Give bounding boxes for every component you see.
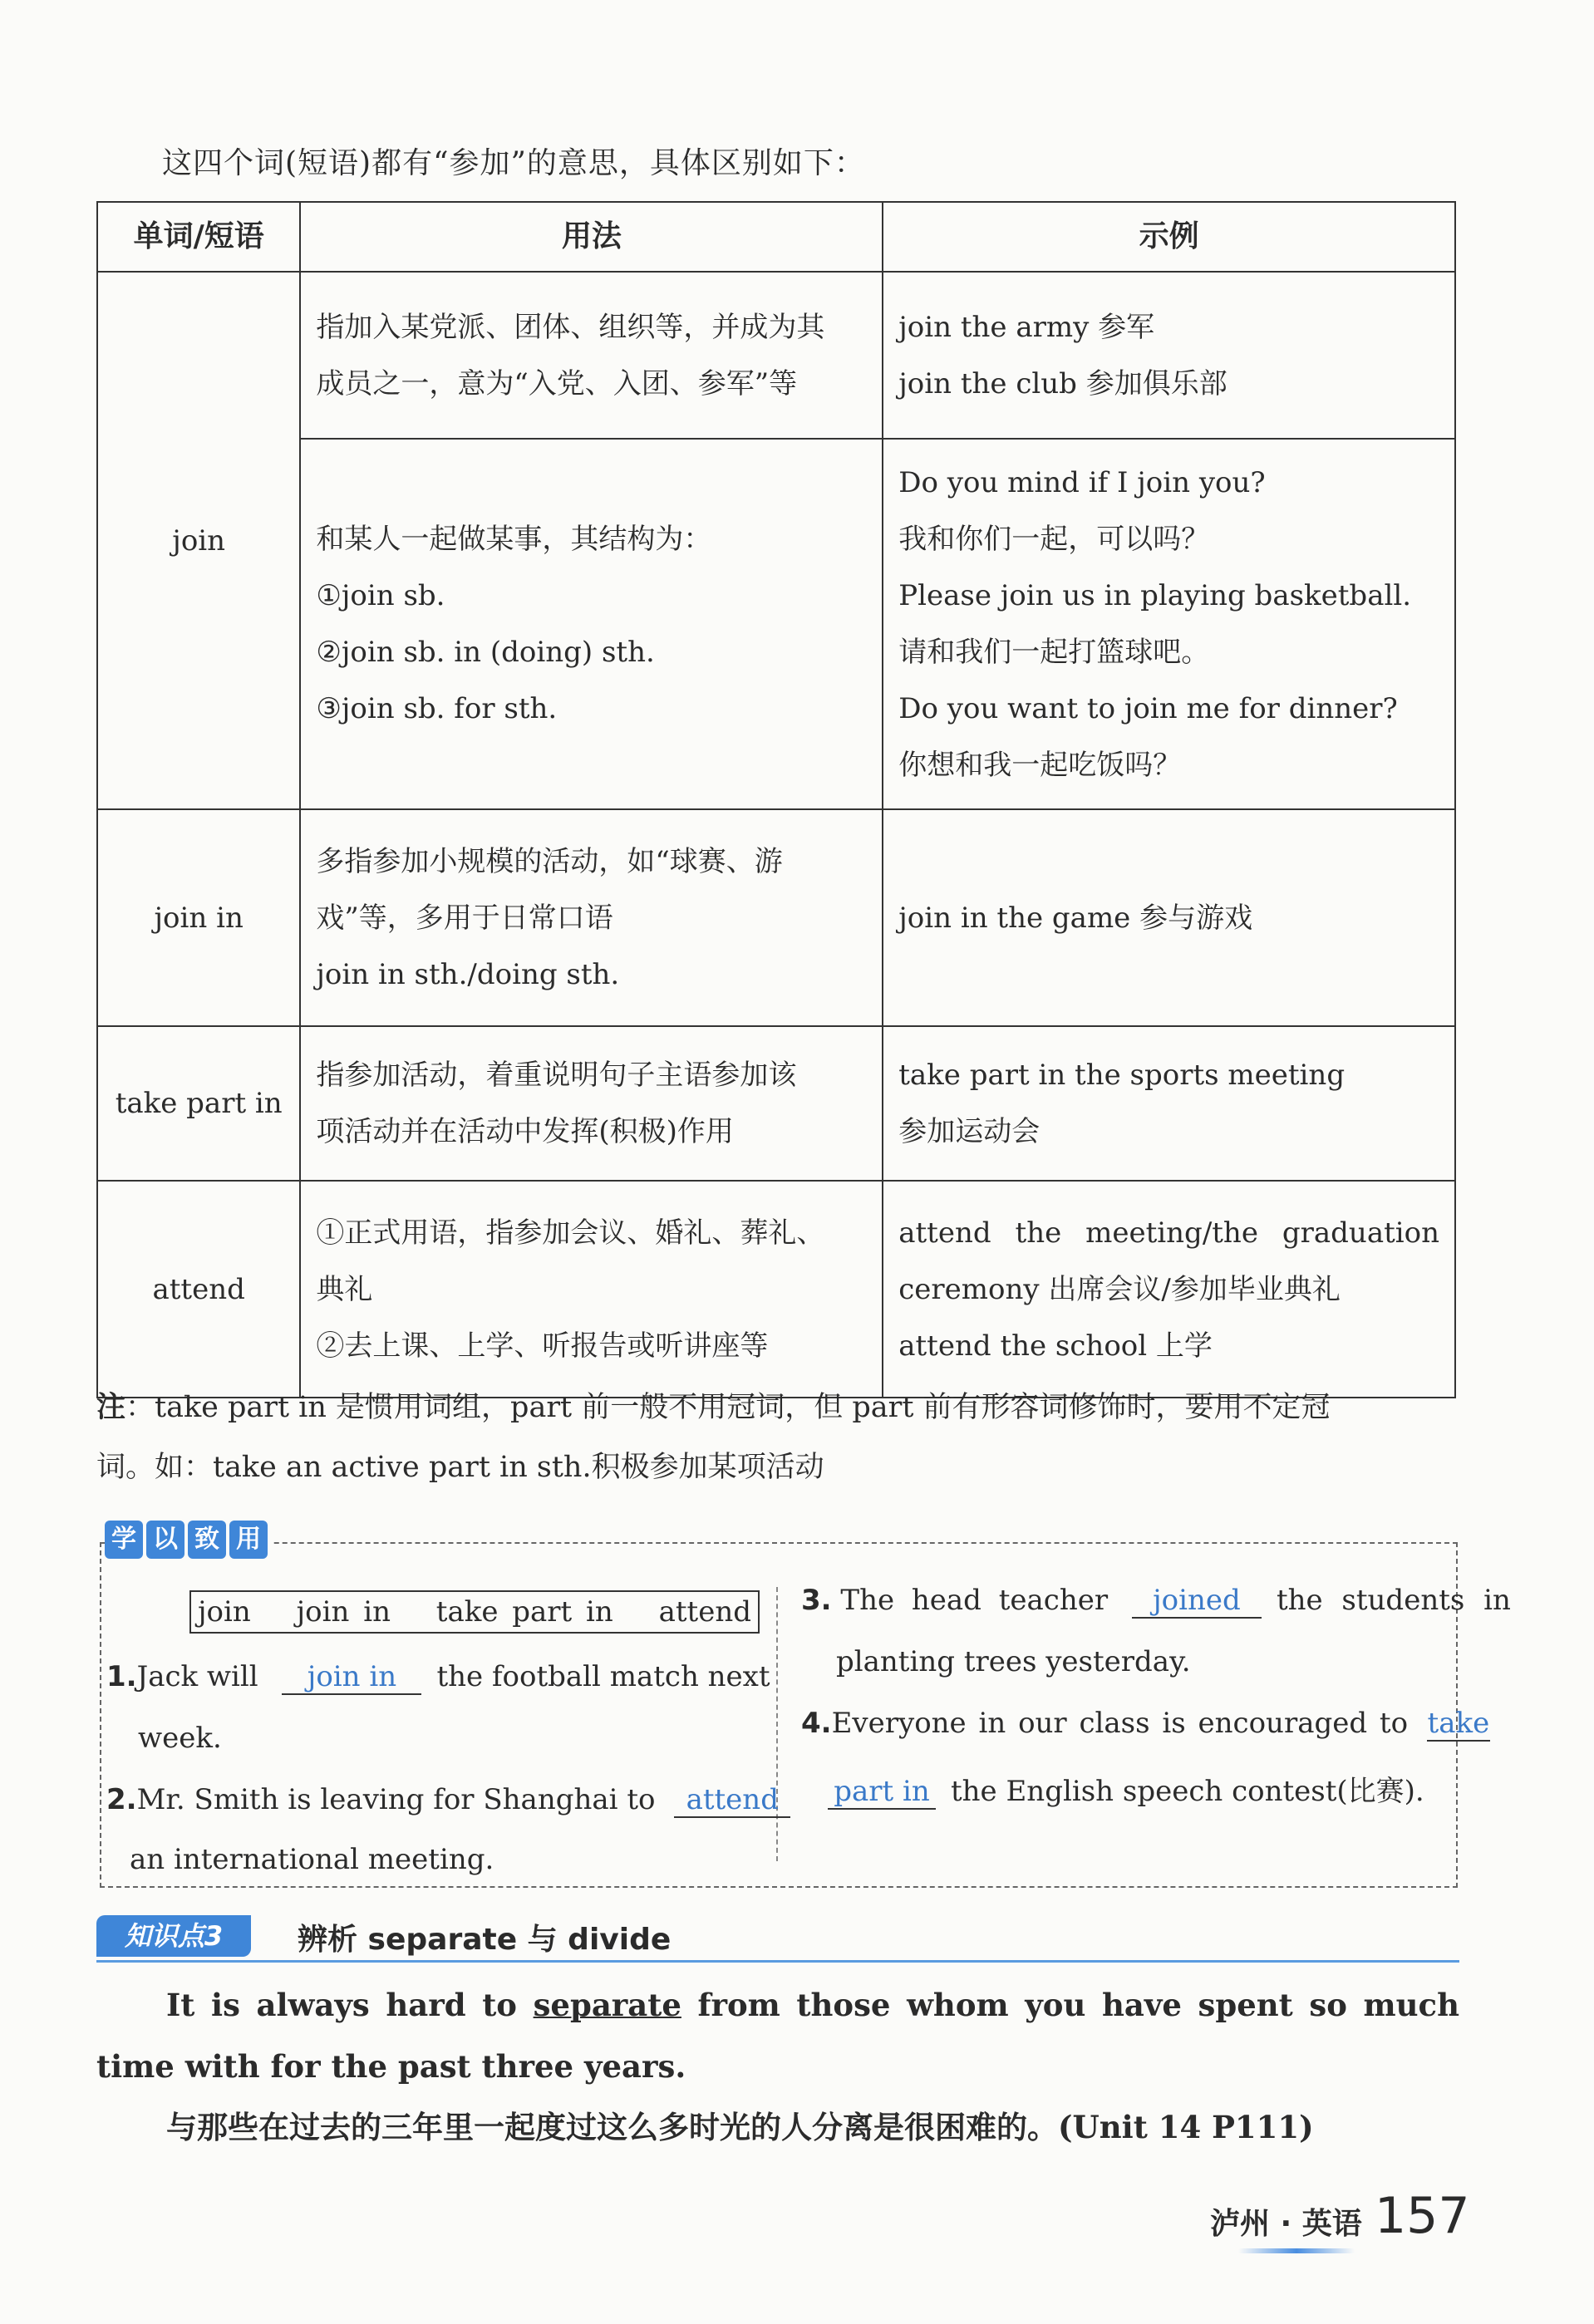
header-example: 示例 [883, 202, 1455, 272]
question-number: 2. [106, 1783, 137, 1816]
example-line: attend the school 上学 [898, 1329, 1213, 1363]
footer-decoration [1238, 2248, 1355, 2253]
example-cell [883, 809, 1455, 1026]
column-divider [776, 1587, 778, 1861]
answer-blank[interactable]: take [1427, 1707, 1490, 1740]
table-row [97, 809, 1455, 1026]
word-option: attend [658, 1595, 751, 1629]
example-line: 我和你们一起，可以吗？ [898, 523, 1210, 556]
question-text: The head teacher [840, 1584, 1109, 1617]
table-row [97, 439, 1455, 809]
question-2 [106, 1783, 790, 1818]
example-line: attend the meeting/the graduation [898, 1216, 1439, 1250]
usage-line: 指参加活动，着重说明句子主语参加该 [316, 1059, 797, 1092]
word-cell-attend: attend [97, 1181, 300, 1398]
table-row [97, 272, 1455, 439]
example-line: 你想和我一起吃饭吗？ [898, 749, 1182, 782]
question-1 [106, 1660, 770, 1695]
word-option: join [198, 1595, 251, 1629]
note-line-2: 词。如：take an active part in sth.积极参加某项活动 [96, 1451, 824, 1484]
example-cell [883, 1181, 1455, 1398]
question-text: the students in [1276, 1584, 1511, 1617]
source-ref: (Unit 14 P111) [1058, 2109, 1314, 2145]
usage-line: 戏”等，多用于日常口语 [316, 901, 613, 935]
usage-line: ①正式用语，指参加会议、婚礼、葬礼、 [316, 1216, 825, 1250]
translation-text: 与那些在过去的三年里一起度过这么多时光的人分离是很困难的。 [166, 2110, 1058, 2145]
question-3-cont: planting trees yesterday. [836, 1645, 1191, 1678]
question-4 [801, 1707, 1490, 1742]
example-line: ceremony 出席会议/参加毕业典礼 [898, 1272, 1341, 1306]
usage-line: 项活动并在活动中发挥(积极)作用 [316, 1115, 734, 1148]
usage-line: 指加入某党派、团体、组织等，并成为其 [316, 310, 825, 344]
title-underline [96, 1960, 1459, 1963]
word-option: take part in [435, 1595, 613, 1629]
footer-label: 泸州 · 英语 [1210, 2207, 1362, 2241]
knowledge-point-tag: 知识点3 [96, 1915, 251, 1957]
key-word: separate [533, 1987, 681, 2023]
word-cell-join: join [97, 272, 300, 809]
table-header-row [97, 202, 1455, 272]
table-row [97, 1026, 1455, 1181]
answer-blank[interactable]: join in [282, 1660, 421, 1695]
question-4-cont [828, 1768, 1424, 1810]
tag-char: 以 [146, 1521, 184, 1559]
usage-cell [300, 439, 883, 809]
example-line: 参加运动会 [898, 1115, 1041, 1148]
example-text: It is always hard to [166, 1987, 534, 2023]
usage-line: 多指参加小规模的活动，如“球赛、游 [316, 844, 783, 878]
example-text: from those whom you have spent so much time with for the past three years. [96, 1987, 1459, 2085]
usage-line: join in sth./doing sth. [316, 957, 620, 991]
example-sentence [96, 1974, 1459, 2097]
word-bank [189, 1590, 760, 1634]
question-text: Everyone in our class is encouraged to [831, 1707, 1409, 1740]
question-text: Jack will [136, 1660, 258, 1693]
question-number: 1. [106, 1660, 137, 1693]
usage-line: ②join sb. in (doing) sth. [316, 636, 655, 669]
question-number: 3. [801, 1584, 832, 1617]
question-text: Mr. Smith is leaving for Shanghai to [136, 1783, 656, 1816]
example-cell [883, 272, 1455, 439]
note-label: 注 [96, 1391, 126, 1424]
header-word: 单词/短语 [97, 202, 300, 272]
intro-text: 这四个词(短语)都有“参加”的意思，具体区别如下： [162, 146, 865, 180]
usage-line: ③join sb. for sth. [316, 692, 558, 725]
usage-line: ①join sb. [316, 579, 445, 612]
example-cell [883, 439, 1455, 809]
knowledge-point-title: 辨析 separate 与 divide [298, 1923, 672, 1957]
page-number: 157 [1375, 2187, 1470, 2245]
usage-table [96, 201, 1456, 1398]
tag-char: 用 [229, 1521, 268, 1559]
tag-char: 学 [105, 1521, 143, 1559]
question-1-cont: week. [138, 1722, 222, 1755]
usage-line: 和某人一起做某事，其结构为： [316, 523, 712, 556]
usage-cell [300, 809, 883, 1026]
question-text: the English speech contest(比赛). [951, 1775, 1424, 1808]
example-line: join in the game 参与游戏 [898, 901, 1253, 935]
question-text: the football match next [436, 1660, 770, 1693]
answer-blank[interactable]: attend [674, 1783, 790, 1818]
example-line: Please join us in playing basketball. [898, 579, 1412, 612]
question-2-cont: an international meeting. [130, 1843, 494, 1876]
question-number: 4. [801, 1707, 832, 1740]
practice-tag [105, 1521, 273, 1560]
usage-cell [300, 1181, 883, 1398]
note-text: ：take part in 是惯用词组，part 前一般不用冠词，但 part 前有形容词修饰时，要用不定冠 [125, 1391, 1331, 1424]
example-line: Do you mind if I join you? [898, 466, 1266, 499]
note-line-1 [96, 1378, 1459, 1437]
example-line: join the army 参军 [898, 310, 1155, 344]
usage-line: 成员之一，意为“入党、入团、参军”等 [316, 366, 798, 400]
example-line: 请和我们一起打篮球吧。 [898, 636, 1210, 669]
example-line: take part in the sports meeting [898, 1059, 1346, 1092]
answer-blank[interactable]: part in [828, 1775, 936, 1810]
usage-cell [300, 1026, 883, 1181]
table-row [97, 1181, 1455, 1398]
answer-blank[interactable]: joined [1132, 1584, 1262, 1619]
word-option: join in [296, 1595, 391, 1629]
usage-line: ②去上课、上学、听报告或听讲座等 [316, 1329, 769, 1363]
tag-char: 致 [188, 1521, 226, 1559]
usage-line: 典礼 [316, 1272, 373, 1306]
word-cell-take-part-in: take part in [97, 1026, 300, 1181]
example-cell [883, 1026, 1455, 1181]
example-line: join the club 参加俱乐部 [898, 366, 1227, 400]
word-cell-join-in: join in [97, 809, 300, 1026]
example-translation [166, 2102, 1314, 2147]
usage-cell [300, 272, 883, 439]
example-line: Do you want to join me for dinner? [898, 692, 1398, 725]
question-3 [801, 1584, 1511, 1619]
header-usage: 用法 [300, 202, 883, 272]
